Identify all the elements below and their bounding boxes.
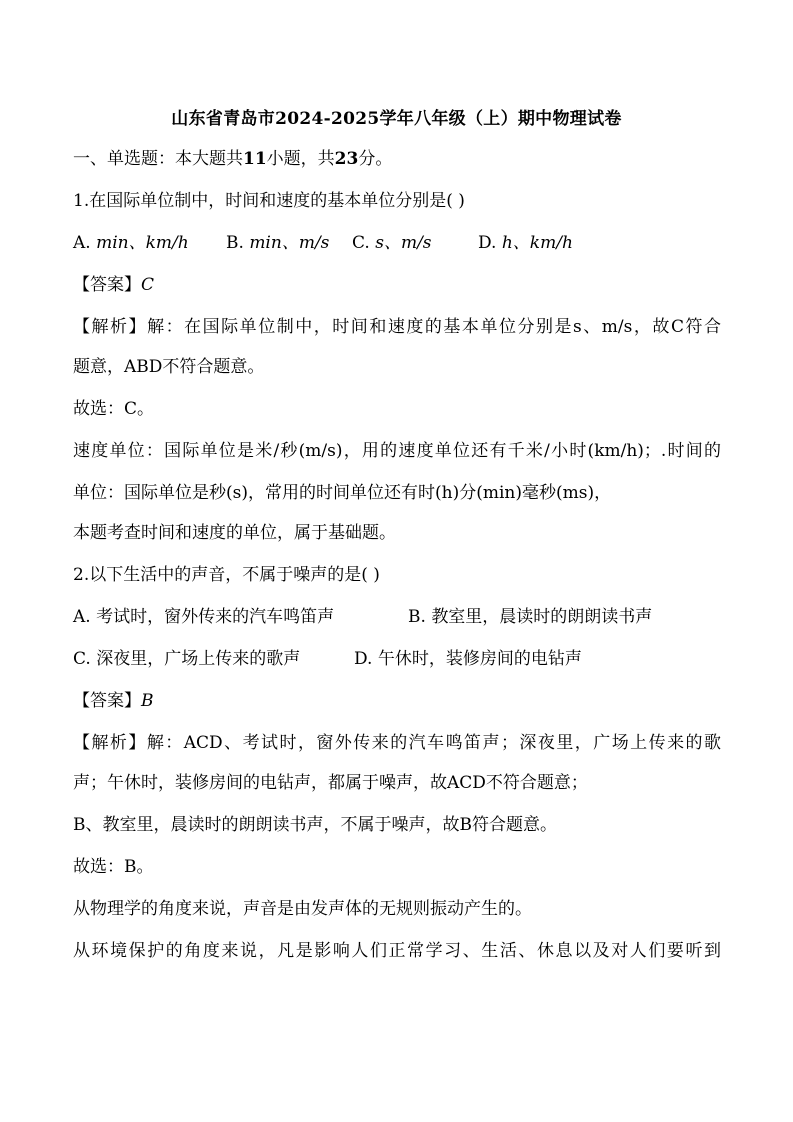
option-value: 考试时，窗外传来的汽车鸣笛声 [96,607,335,627]
option-letter: D. [354,649,378,669]
option-letter: A. [73,233,97,253]
option-value: h、km/h [501,233,573,253]
answer-value: B [141,691,154,711]
q2-option-b [408,606,652,628]
q2-choice: 故选：B。 [73,857,154,877]
section-mid: 小题，共 [266,149,335,169]
q1-choice: 故选：C。 [73,399,155,419]
q2-analysis-line-1: 【解析】解：ACD、考试时，窗外传来的汽车鸣笛声；深夜里，广场上传来的歌 [73,733,721,753]
option-letter: D. [478,233,502,253]
q2-answer [73,690,154,712]
total-score: 23 [334,149,359,169]
answer-value: C [141,275,155,295]
answer-label: 【答案】 [73,275,141,295]
q2-note-line-2: 从环境保护的角度来说，凡是影响人们正常学习、生活、休息以及对人们要听到 [73,941,721,961]
q1-answer [73,274,154,296]
option-letter: B. [226,233,250,253]
option-value: min、km/h [96,233,189,253]
q2-option-a [73,606,334,628]
option-letter: C. [73,649,97,669]
section-heading [73,148,392,170]
option-letter: C. [352,233,376,253]
q1-analysis-line-2: 题意，ABD不符合题意。 [73,357,265,377]
q1-note-line-3: 本题考查时间和速度的单位，属于基础题。 [73,523,396,543]
option-value: s、m/s [375,233,432,253]
q1-analysis-line-1: 【解析】解：在国际单位制中，时间和速度的基本单位分别是s、m/s，故C符合 [73,317,721,337]
option-value: 午休时，装修房间的电钻声 [377,649,582,669]
q1-option-b [226,232,329,254]
answer-label: 【答案】 [73,691,141,711]
option-value: 教室里，晨读时的朗朗读书声 [431,607,653,627]
question-1-stem: 1.在国际单位制中，时间和速度的基本单位分别是( ) [73,191,465,211]
q1-note-line-1: 速度单位：国际单位是米/秒(m/s)，用的速度单位还有千米/小时(km/h)；.时间的 [73,441,721,461]
question-2-stem: 2.以下生活中的声音，不属于噪声的是( ) [73,565,380,585]
option-value: 深夜里，广场上传来的歌声 [96,649,301,669]
q1-option-d [478,232,573,254]
q1-option-c [352,232,432,254]
question-count: 11 [243,149,267,169]
option-letter: B. [408,607,432,627]
q2-analysis-line-3: B、教室里，晨读时的朗朗读书声，不属于噪声，故B符合题意。 [73,815,557,835]
q1-option-a [73,232,189,254]
q2-note-line-1: 从物理学的角度来说，声音是由发声体的无规则振动产生的。 [73,899,532,919]
section-prefix: 一、单选题：本大题共 [73,149,243,169]
option-value: min、m/s [249,233,330,253]
option-letter: A. [73,607,97,627]
page-title: 山东省青岛市2024-2025学年八年级（上）期中物理试卷 [171,109,622,129]
section-suffix: 分。 [358,149,393,169]
q2-option-c [73,648,300,670]
q2-analysis-line-2: 声；午休时，装修房间的电钻声，都属于噪声，故ACD不符合题意； [73,773,588,793]
q2-option-d [354,648,582,670]
q1-note-line-2: 单位：国际单位是秒(s)，常用的时间单位还有时(h)分(min)毫秒(ms)， [73,483,612,503]
